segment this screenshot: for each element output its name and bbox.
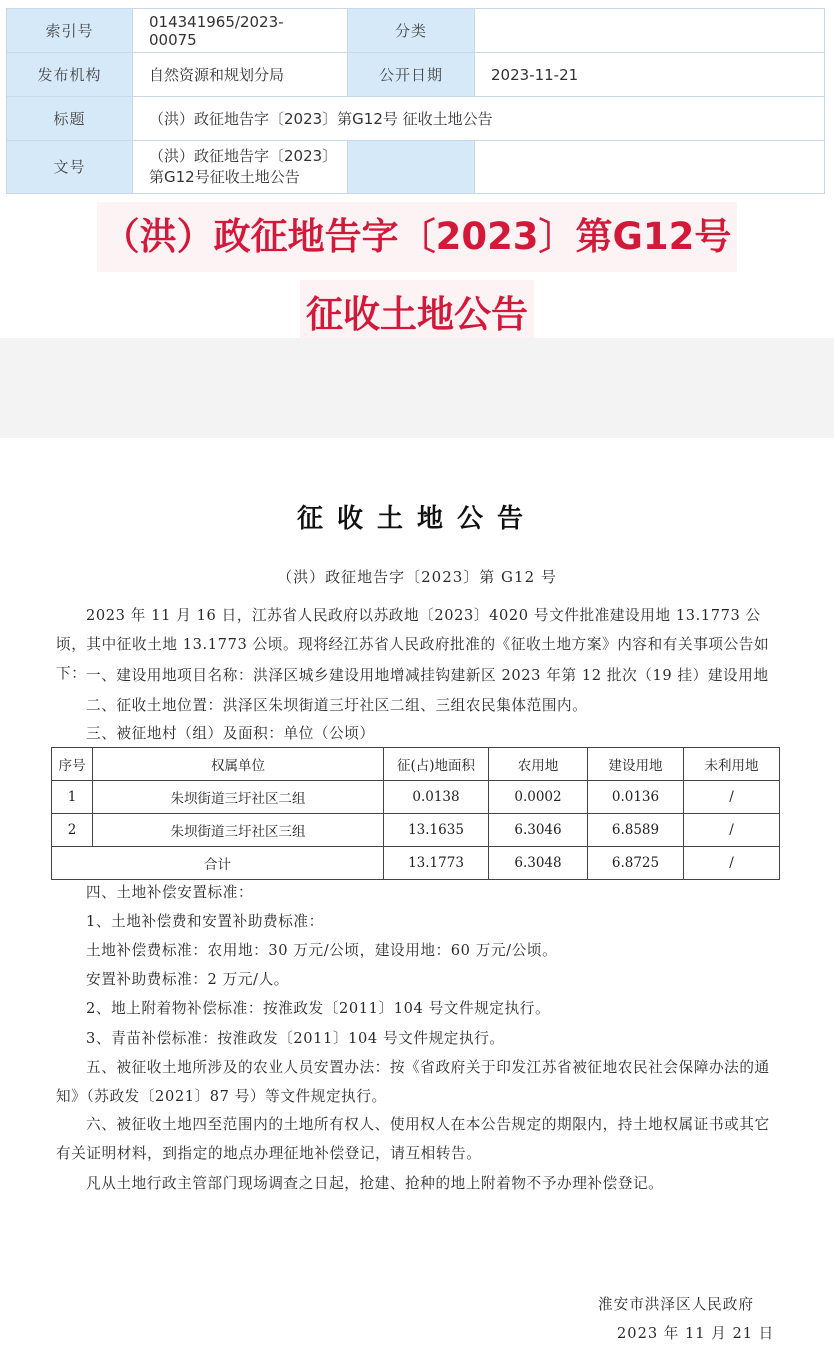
cell-seq: 2 (52, 814, 93, 847)
header-construction: 建设用地 (588, 748, 684, 781)
item-compensation-heading: 四、土地补偿安置标准： (86, 884, 254, 901)
land-table (51, 747, 780, 880)
item-notice: 凡从土地行政主管部门现场调查之日起，抢建、抢种的地上附着物不予办理补偿登记。 (86, 1175, 664, 1192)
separator-band (0, 338, 834, 438)
item-resettlement: 五、被征收土地所涉及的农业人员安置办法：按《省政府关于印发江苏省被征地农民社会保障办法的通知》（苏政发〔2021〕87 号）等文件规定执行。 (56, 1059, 770, 1105)
document-page (6, 438, 828, 1352)
header-area: 征(占)地面积 (384, 748, 489, 781)
docno-label: 文号 (7, 141, 133, 194)
cell-unused: / (684, 781, 780, 814)
cell-farmland: 6.3046 (489, 814, 588, 847)
empty-value-cell (475, 141, 825, 194)
table-row (52, 814, 780, 847)
index-label: 索引号 (7, 9, 133, 53)
signer: 淮安市洪泽区人民政府 (598, 1296, 754, 1313)
cell-construction: 6.8589 (588, 814, 684, 847)
cell-owner: 朱坝街道三圩社区三组 (93, 814, 384, 847)
category-value (475, 9, 825, 53)
date-value: 2023-11-21 (475, 53, 825, 97)
headline-line1: （洪）政征地告字〔2023〕第G12号 (97, 202, 738, 272)
docno-value-line2: 第G12号征收土地公告 (149, 168, 300, 186)
metadata-table (6, 8, 825, 194)
cell-farmland: 0.0002 (489, 781, 588, 814)
cell-area: 0.0138 (384, 781, 489, 814)
cell-construction: 0.0136 (588, 781, 684, 814)
date-label: 公开日期 (348, 53, 475, 97)
publisher-value: 自然资源和规划分局 (133, 53, 348, 97)
table-total-row (52, 847, 780, 880)
item-project-name: 一、建设用地项目名称：洪泽区城乡建设用地增减挂钩建新区 2023 年第 12 批次（19 挂）建设用地 (86, 667, 769, 684)
intro-paragraph: 2023 年 11 月 16 日，江苏省人民政府以苏政地〔2023〕4020 号文件批准建设用地 13.1773 公顷，其中征收土地 13.1773 公顷。现将经江苏省人民政府批准的《征收土地方案》内容和有关事项公告如下： (56, 607, 770, 682)
index-value: 014341965/2023-00075 (133, 9, 348, 53)
item-compensation-3: 3、青苗补偿标准：按淮政发〔2011〕104 号文件规定执行。 (86, 1030, 505, 1047)
cell-total-unused: / (684, 847, 780, 880)
sign-date: 2023 年 11 月 21 日 (617, 1325, 775, 1342)
document-title: 征收土地公告 (296, 504, 537, 534)
headline-line2: 征收土地公告 (300, 280, 534, 350)
header-unused: 未利用地 (684, 748, 780, 781)
cell-unused: / (684, 814, 780, 847)
empty-label-cell (348, 141, 475, 194)
publisher-label: 发布机构 (7, 53, 133, 97)
docno-value-line1: （洪）政征地告字〔2023〕 (149, 147, 338, 165)
header-owner: 权属单位 (93, 748, 384, 781)
land-table-header (52, 748, 780, 781)
item-registration: 六、被征收土地四至范围内的土地所有权人、使用权人在本公告规定的期限内，持土地权属证书或其它有关证明材料，到指定的地点办理征地补偿登记，请互相转告。 (56, 1116, 770, 1162)
document-number: （洪）政征地告字〔2023〕第 G12 号 (277, 568, 557, 586)
header-seq: 序号 (52, 748, 93, 781)
cell-total-farmland: 6.3048 (489, 847, 588, 880)
item-compensation-1a: 土地补偿费标准：农用地：30 万元/公顷，建设用地：60 万元/公顷。 (86, 942, 558, 959)
cell-total-area: 13.1773 (384, 847, 489, 880)
cell-area: 13.1635 (384, 814, 489, 847)
category-label: 分类 (348, 9, 475, 53)
docno-value (133, 141, 348, 194)
title-label: 标题 (7, 97, 133, 141)
item-compensation-1b: 安置补助费标准：2 万元/人。 (86, 971, 289, 988)
cell-seq: 1 (52, 781, 93, 814)
header-farmland: 农用地 (489, 748, 588, 781)
headline (0, 200, 834, 350)
item-compensation-1: 1、土地补偿费和安置补助费标准： (86, 913, 324, 930)
item-compensation-2: 2、地上附着物补偿标准：按淮政发〔2011〕104 号文件规定执行。 (86, 1000, 551, 1017)
title-value: （洪）政征地告字〔2023〕第G12号 征收土地公告 (133, 97, 825, 141)
cell-owner: 朱坝街道三圩社区二组 (93, 781, 384, 814)
cell-total-construction: 6.8725 (588, 847, 684, 880)
cell-total-label: 合计 (52, 847, 384, 880)
table-row (52, 781, 780, 814)
item-location: 二、征收土地位置：洪泽区朱坝街道三圩社区二组、三组农民集体范围内。 (86, 697, 588, 714)
item-area-heading: 三、被征地村（组）及面积：单位（公顷） (86, 725, 375, 742)
